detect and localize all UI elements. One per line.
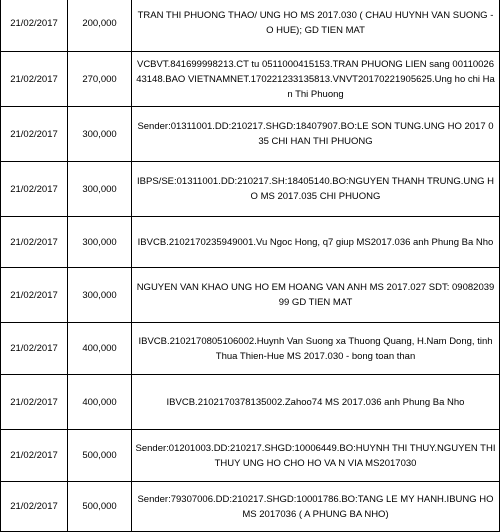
table-row: [1, 430, 500, 482]
date-cell: 21/02/2017: [1, 482, 68, 532]
description-cell: IBVCB.2102170805106002.Huynh Van Suong xa Thuong Quang, H.Nam Dong, tinh Thua Thien-Hue MS 2017.030 - bong toan than: [132, 323, 500, 375]
date-cell: 21/02/2017: [1, 323, 68, 375]
description-cell: TRAN THI PHUONG THAO/ UNG HO MS 2017.030 ( CHAU HUYNH VAN SUONG - O HUE); GD TIEN MAT: [132, 0, 500, 52]
amount-cell: 200,000: [68, 0, 132, 52]
date-cell: 21/02/2017: [1, 52, 68, 107]
amount-cell: 300,000: [68, 217, 132, 268]
date-cell: 21/02/2017: [1, 430, 68, 482]
description-cell: IBPS/SE:01311001.DD:210217.SH:18405140.BO:NGUYEN THANH TRUNG.UNG HO MS 2017.035 CHI PHUONG: [132, 162, 500, 217]
amount-cell: 400,000: [68, 323, 132, 375]
amount-cell: 300,000: [68, 268, 132, 323]
table-row: [1, 52, 500, 107]
amount-cell: 400,000: [68, 375, 132, 430]
table-row: [1, 217, 500, 268]
table-row: [1, 323, 500, 375]
table-row: [1, 268, 500, 323]
table-row: [1, 375, 500, 430]
description-cell: Sender:01311001.DD:210217.SHGD:18407907.BO:LE SON TUNG.UNG HO 2017 035 CHI HAN THI PHUONG: [132, 107, 500, 162]
date-cell: 21/02/2017: [1, 375, 68, 430]
date-cell: 21/02/2017: [1, 0, 68, 52]
table-row: [1, 107, 500, 162]
table-row: [1, 482, 500, 532]
table-row: [1, 0, 500, 52]
amount-cell: 300,000: [68, 107, 132, 162]
description-cell: IBVCB.2102170235949001.Vu Ngoc Hong, q7 giup MS2017.036 anh Phung Ba Nho: [132, 217, 500, 268]
amount-cell: 270,000: [68, 52, 132, 107]
amount-cell: 300,000: [68, 162, 132, 217]
description-cell: IBVCB.2102170378135002.Zahoo74 MS 2017.036 anh Phung Ba Nho: [132, 375, 500, 430]
amount-cell: 500,000: [68, 430, 132, 482]
description-cell: Sender:01201003.DD:210217.SHGD:10006449.BO:HUYNH THI THUY.NGUYEN THI THUY UNG HO CHO HO VA N VIA MS2017030: [132, 430, 500, 482]
date-cell: 21/02/2017: [1, 107, 68, 162]
amount-cell: 500,000: [68, 482, 132, 532]
date-cell: 21/02/2017: [1, 268, 68, 323]
date-cell: 21/02/2017: [1, 162, 68, 217]
description-cell: VCBVT.841699998213.CT tu 0511000415153.TRAN PHUONG LIEN sang 0011002643148.BAO VIETNAMNET.170221233135813.VNVT20170221905625.Ung ho chi Han Thi Phuong: [132, 52, 500, 107]
table-row: [1, 162, 500, 217]
description-cell: NGUYEN VAN KHAO UNG HO EM HOANG VAN ANH MS 2017.027 SDT: 0908203999 GD TIEN MAT: [132, 268, 500, 323]
date-cell: 21/02/2017: [1, 217, 68, 268]
description-cell: Sender:79307006.DD:210217.SHGD:10001786.BO:TANG LE MY HANH.IBUNG HO MS 2017036 ( A PHUNG BA NHO): [132, 482, 500, 532]
